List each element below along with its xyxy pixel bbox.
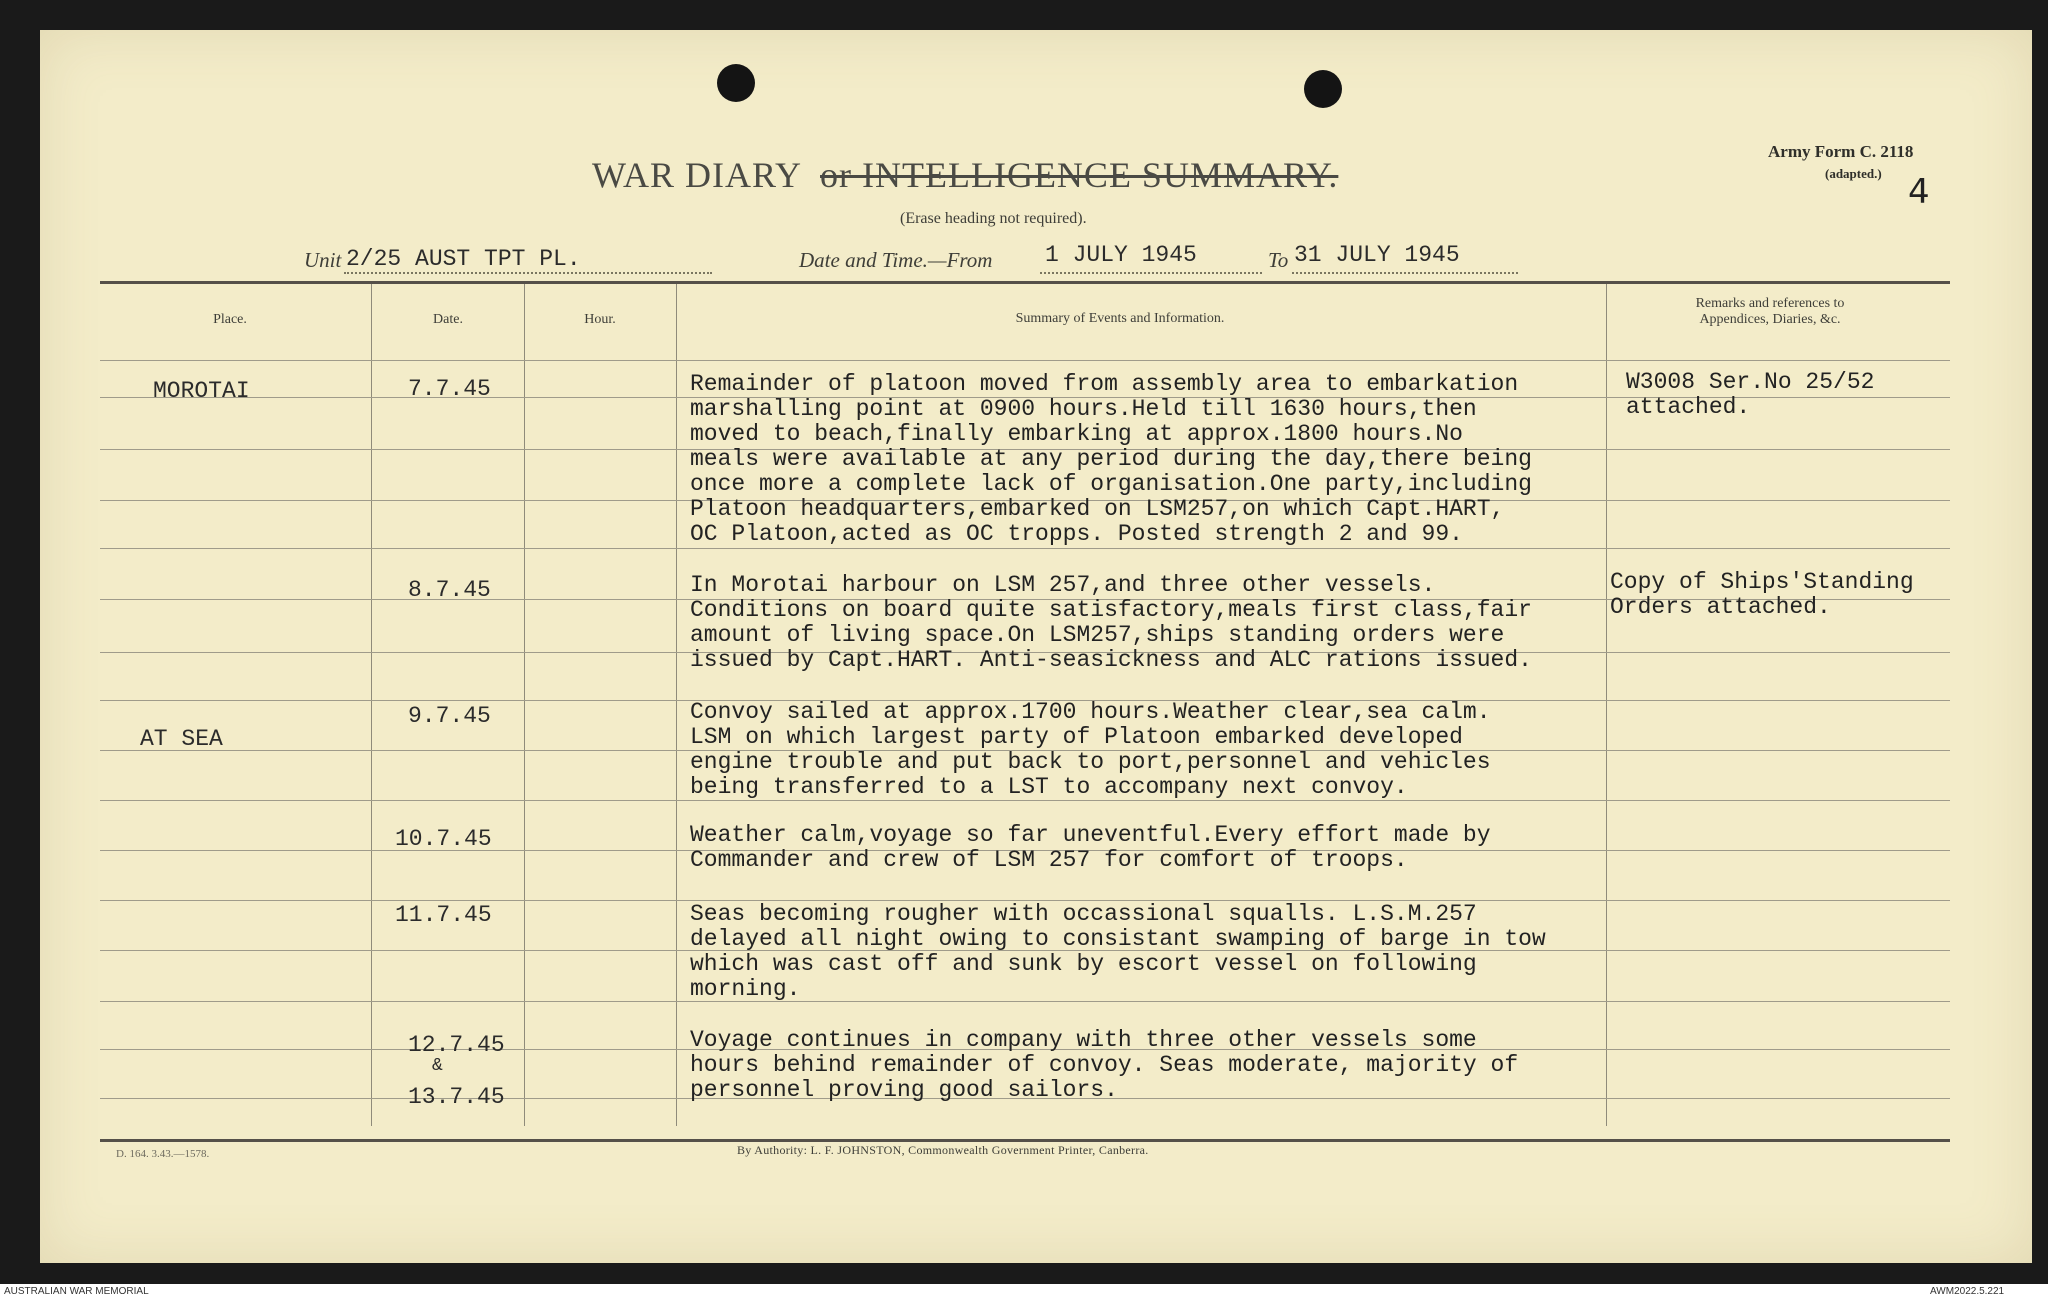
entry-date-second: 13.7.45 — [408, 1084, 505, 1110]
punch-hole-right — [1304, 70, 1342, 108]
entry-summary: Remainder of platoon moved from assembly area to embarkation marshalling point at 0900 hours.Held till 1630 hours,then moved to beach,finally embarking at approx.1800 hours.No meals were available at any period during the day,there being once more a complete lack of organisation.One party,including Platoon headquarters,embarked on LSM257,on which Capt.HART, OC Platoon,acted as OC tropps. Posted strength 2 and 99. — [690, 371, 1532, 547]
date-time-label: Date and Time.—From — [799, 248, 993, 272]
date-to-dotted-line — [1292, 272, 1518, 274]
form-print-code: D. 164. 3.43.—1578. — [116, 1148, 210, 1160]
entry-date: 9.7.45 — [408, 703, 491, 729]
entry-summary: In Morotai harbour on LSM 257,and three other vessels. Conditions on board quite satisfactory,meals first class,fair amount of living space.On LSM257,ships standing orders were issued by Capt.HART. Anti-seasickness and ALC rations issued. — [690, 572, 1532, 673]
column-header-remarks-line1: Remarks and references to — [1695, 296, 1845, 311]
handwritten-page-number: 4 — [1908, 172, 1930, 212]
entry-place: AT SEA — [140, 726, 223, 752]
column-divider-4 — [1606, 284, 1607, 1126]
entry-date: 11.7.45 — [395, 902, 492, 928]
unit-label: Unit — [304, 248, 342, 272]
table-top-rule — [100, 281, 1950, 284]
archive-credit: AUSTRALIAN WAR MEMORIAL — [4, 1286, 149, 1297]
entry-date-ampersand: & — [432, 1056, 443, 1076]
heading-title: WAR DIARY — [592, 155, 803, 195]
heading-struck-text: or INTELLIGENCE SUMMARY. — [820, 155, 1339, 195]
entry-summary: Voyage continues in company with three other vessels some hours behind remainder of convoy. Seas moderate, majority of personnel proving good sailors. — [690, 1027, 1519, 1103]
date-from-dotted-line — [1040, 272, 1262, 274]
entry-date: 12.7.45 — [408, 1032, 505, 1058]
entry-date: 7.7.45 — [408, 376, 491, 402]
entry-remarks: W3008 Ser.No 25/52 attached. — [1626, 369, 1875, 420]
army-form-adapted: (adapted.) — [1825, 166, 1882, 181]
column-divider-2 — [524, 284, 525, 1126]
unit-value: 2/25 AUST TPT PL. — [346, 246, 581, 272]
entry-date: 10.7.45 — [395, 826, 492, 852]
unit-dotted-line — [344, 272, 712, 274]
archive-reference: AWM2022.5.221 — [1930, 1286, 2005, 1297]
ruled-line — [100, 360, 1950, 361]
column-divider-1 — [371, 284, 372, 1126]
entry-summary: Seas becoming rougher with occassional squalls. L.S.M.257 delayed all night owing to consistant swamping of barge in tow which was cast off and sunk by escort vessel on following morning. — [690, 901, 1546, 1002]
column-header-hour: Hour. — [584, 312, 616, 327]
entry-date: 8.7.45 — [408, 577, 491, 603]
table-bottom-rule — [100, 1139, 1950, 1142]
column-header-summary: Summary of Events and Information. — [1015, 311, 1225, 326]
ruled-line — [100, 548, 1950, 549]
erase-note: (Erase heading not required). — [900, 210, 1087, 227]
column-header-remarks-line2: Appendices, Diaries, &c. — [1699, 312, 1841, 327]
entry-summary: Convoy sailed at approx.1700 hours.Weather clear,sea calm. LSM on which largest party of Platoon embarked developed engine trouble and put back to port,personnel and vehicles being transferred to a LST to accompany next convoy. — [690, 699, 1491, 800]
date-to-label: To — [1268, 248, 1289, 272]
date-to-value: 31 JULY 1945 — [1294, 242, 1460, 268]
entry-summary: Weather calm,voyage so far uneventful.Every effort made by Commander and crew of LSM 257 for comfort of troops. — [690, 822, 1491, 873]
punch-hole-left — [717, 64, 755, 102]
printer-authority: By Authority: L. F. JOHNSTON, Commonwealth Government Printer, Canberra. — [737, 1143, 1149, 1157]
entry-place: MOROTAI — [153, 378, 250, 404]
diary-heading — [592, 154, 1338, 204]
column-header-place: Place. — [213, 312, 247, 327]
date-from-value: 1 JULY 1945 — [1045, 242, 1197, 268]
ruled-line — [100, 800, 1950, 801]
entry-remarks: Copy of Ships'Standing Orders attached. — [1610, 569, 1914, 620]
column-header-date: Date. — [433, 312, 463, 327]
column-divider-3 — [676, 284, 677, 1126]
army-form-label: Army Form C. 2118 — [1768, 142, 1914, 161]
